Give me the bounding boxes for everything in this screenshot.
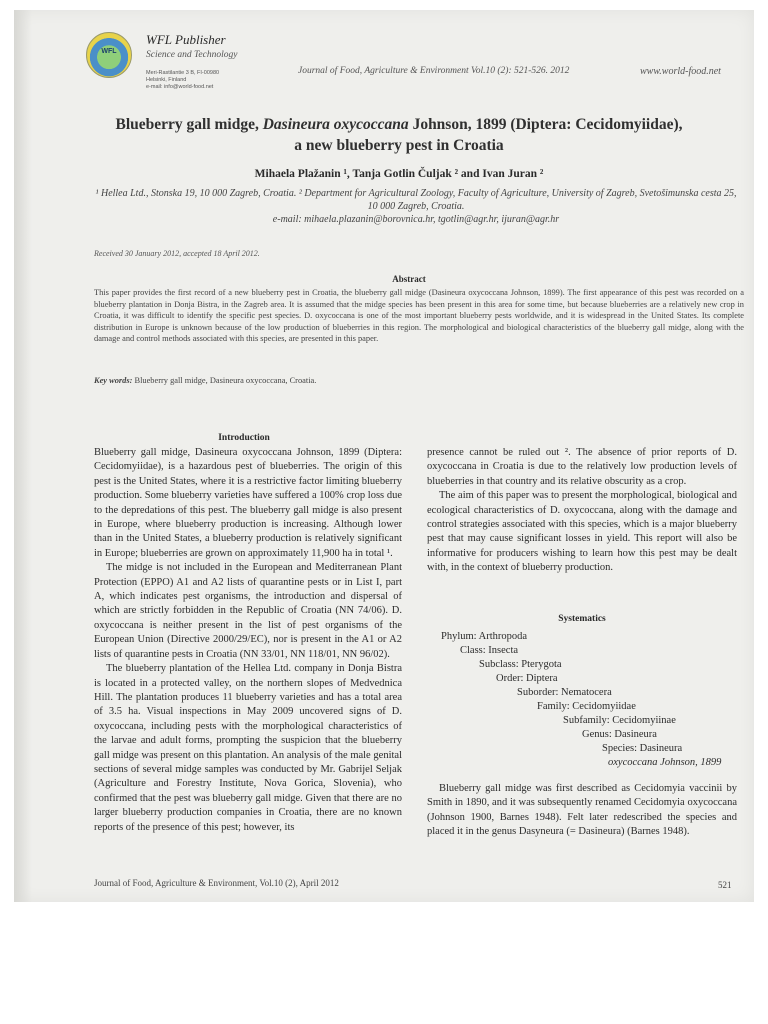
paper-page [14, 10, 754, 902]
address-line: e-mail: info@world-food.net [146, 84, 214, 90]
title-part: a new blueberry pest in Croatia [294, 137, 504, 154]
paper-title [54, 114, 744, 156]
received-date: Received 30 January 2012, accepted 18 April 2012. [94, 249, 260, 258]
website-link[interactable]: www.world-food.net [640, 66, 721, 77]
left-column [94, 446, 402, 835]
keywords-label: Key words: [94, 376, 133, 385]
authors: Mihaela Plažanin ¹, Tanja Gotlin Čuljak ² and Ivan Juran ² [254, 168, 544, 180]
publisher-logo-icon: WFL [86, 32, 132, 78]
right-column [427, 446, 737, 576]
paragraph: presence cannot be ruled out ². The absence of prior reports of D. oxycoccana in Croatia is due to the relatively low production levels of blueberries in that country and its relative obscurity as a crop. [427, 447, 737, 487]
taxonomy-line: Subfamily: Cecidomyiinae [563, 715, 676, 726]
publisher-address [146, 70, 236, 91]
address-line: Meri-Rastilantie 3 B, FI-00980 [146, 70, 220, 76]
paragraph: The blueberry plantation of the Hellea Ltd. company in Donja Bistra is located in a protected valley, on the northern slopes of Medvednica Hill. The plantation produces 11 blueberry varieties and has a total area of 3.5 ha. Visual inspections in May 2009 uncovered signs of D. oxycoccana, including pests with the morphological characteristics of the larvae and adult forms, prompting the suspicion that the blueberry gall midge was present on this plantation. An analysis of the male genital sections of several midge samples was conducted by Mr. Gabrijel Seljak (Agriculture and Forestry Institute, Nova Gorica, Slovenia), who confirmed that the pest was blueberry gall midge. Given that there are no larger blueberry production companies in Croatia, there are no known reports of the presence of this pest; however, its [94, 663, 402, 833]
paragraph: The aim of this paper was to present the morphological, biological and ecological characteristics of D. oxycoccana, along with the damage and control strategies associated with this species, which is a major blueberry pest that may cause significant losses in yield. This report will also be informative for producers wishing to learn how this pest may be dealt with, in the context of blueberry production. [427, 490, 737, 574]
taxonomy-line: Species: Dasineura [602, 743, 683, 754]
paragraph: The midge is not included in the European and Mediterranean Plant Protection (EPPO) A1 and A2 lists of quarantine pests or in List I, part A, which indicates pest organisms, the introduction and dispersal of which are strictly forbidden in the Republic of Croatia (NN 74/06). D. oxycoccana is neither present in the list of pest organisms of the European Union (Directive 2000/29/EC), nor is present in the A1 or A2 lists of quarantine pests in Croatia (NN 33/01, NN 118/01, NN 96/02). [94, 562, 402, 660]
systematics-heading: Systematics [558, 614, 606, 624]
page-number: 521 [718, 880, 732, 890]
address-line: Helsinki, Finland [146, 77, 187, 83]
keywords-text: Blueberry gall midge, Dasineura oxycoccana, Croatia. [132, 376, 317, 385]
introduction-heading: Introduction [218, 433, 270, 443]
affiliations [94, 187, 738, 226]
publisher-subtitle: Science and Technology [146, 50, 238, 60]
page-footer: Journal of Food, Agriculture & Environment, Vol.10 (2), April 2012 [94, 878, 339, 888]
taxonomy-line: Suborder: Nematocera [517, 687, 612, 698]
title-part: Blueberry gall midge, [115, 116, 263, 133]
abstract-heading: Abstract [392, 274, 426, 284]
taxonomy-line: Phylum: Arthropoda [441, 631, 528, 642]
keywords [94, 376, 744, 385]
right-column-continued [427, 782, 737, 840]
abstract-text: This paper provides the first record of a new blueberry pest in Croatia, the blueberry gall midge (Dasineura oxycoccana Johnson, 1899). The first appearance of this pest was recorded on a blueberry plantation in Donja Bistra, in the Zagreb area. It is assumed that the midge species has been present in this area for some time, but because blueberries are a relatively new crop in Croatia, it was difficult to identify the specific pest species. D. oxycoccana is one of the most important blueberry pests worldwide, and it is widespread in the United States. Its complete distribution in Europe is unknown because of the low production of blueberries in this region. The morphological and biological characteristics of the blueberry gall midge, along with the damage and control methods associated with this species, are presented in this paper. [94, 288, 744, 344]
email-line: e-mail: mihaela.plazanin@borovnica.hr, tgotlin@agr.hr, ijuran@agr.hr [272, 214, 560, 225]
journal-citation: Journal of Food, Agriculture & Environment Vol.10 (2): 521-526. 2012 [298, 66, 570, 76]
taxonomy-line: Genus: Dasineura [582, 729, 657, 740]
taxonomy-line: Order: Diptera [496, 673, 558, 684]
title-part: Johnson, 1899 (Diptera: Cecidomyiidae), [408, 116, 683, 133]
title-species: Dasineura oxycoccana [262, 116, 409, 133]
paragraph: Blueberry gall midge was first described as Cecidomyia vaccinii by Smith in 1890, and it was subsequently renamed Cecidomyia oxycoccana (Johnson 1900, Barnes 1948). Felt later redescribed the species and placed it in the genus Dasyneura (= Dasineura) (Barnes 1948). [427, 783, 737, 838]
publisher-name: WFL Publisher [146, 32, 226, 47]
affiliation-text: ¹ Hellea Ltd., Stonska 19, 10 000 Zagreb, Croatia. ² Department for Agricultural Zoology, Faculty of Agriculture, University of Zagreb, Svetošimunska cesta 25, 10 000 Zagreb, Croatia. [95, 188, 737, 212]
taxonomy-line: Subclass: Pterygota [479, 659, 562, 670]
taxonomy-line: Family: Cecidomyiidae [537, 701, 636, 712]
taxonomy-line: oxycoccana Johnson, 1899 [608, 757, 722, 768]
taxonomy-line: Class: Insecta [460, 645, 519, 656]
paragraph: Blueberry gall midge, Dasineura oxycoccana Johnson, 1899 (Diptera: Cecidomyiidae), is a hazardous pest of blueberries. The origin of this pest is the United States, where it is a restrictive factor limiting blueberry production. Some blueberry varieties have suffered a 100% crop loss due to the depredations of this pest. The blueberry gall midge is also present in Europe, where blueberry production is increasing. Although lower than in the United States, a blueberry production is relatively significant in Europe; blueberries are grown on approximately 11,900 ha in total ¹. [94, 447, 402, 559]
